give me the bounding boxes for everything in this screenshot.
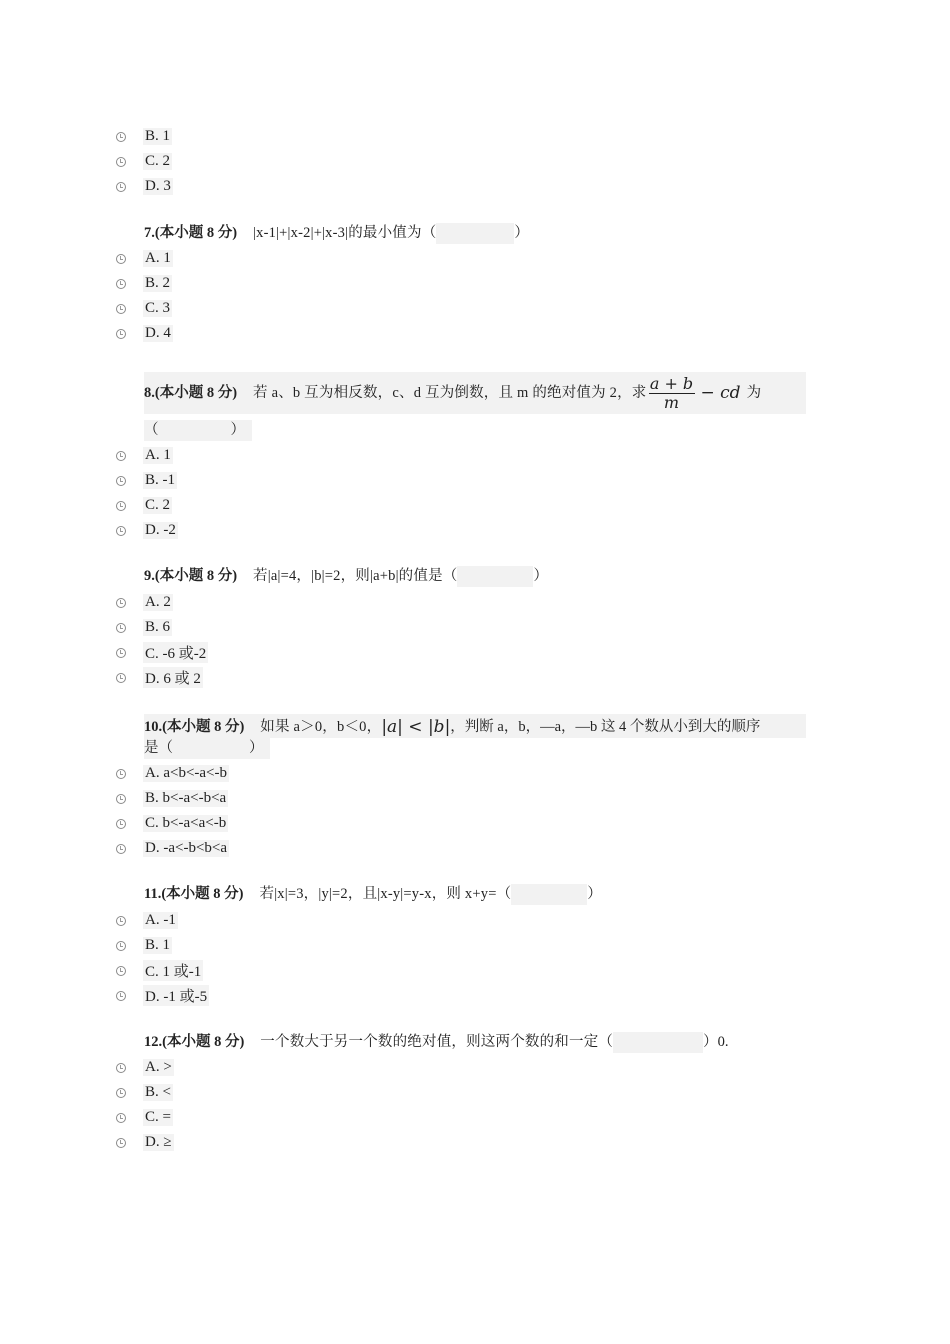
option-label: B. 2 [145, 274, 171, 291]
q8-open: （ [144, 422, 159, 438]
option-label: C. 2 [145, 152, 171, 169]
q7-option-b[interactable] [116, 272, 172, 294]
radio-icon[interactable] [116, 329, 126, 339]
option-label: B. 1 [145, 936, 171, 953]
q11-close: ） [587, 886, 602, 902]
q10-line2 [144, 738, 270, 759]
q12-number: 12. [144, 1034, 163, 1050]
q8-close: ） [230, 422, 245, 438]
radio-icon[interactable] [116, 648, 126, 658]
q9-option-d[interactable] [116, 666, 203, 688]
q8-fraction-numerator: a + b [649, 373, 694, 393]
radio-icon[interactable] [116, 1063, 126, 1073]
radio-icon[interactable] [116, 598, 126, 608]
radio-icon[interactable] [116, 526, 126, 536]
q9-close: ） [533, 568, 548, 584]
q7-score: (本小题 8 分) [154, 225, 238, 241]
q10-line2-open: 是（ [144, 740, 173, 756]
q9-option-c[interactable] [116, 641, 208, 663]
option-label: A. -1 [145, 911, 176, 928]
radio-icon[interactable] [116, 794, 126, 804]
q12-close: ）0. [703, 1034, 729, 1050]
radio-icon[interactable] [116, 1138, 126, 1148]
q8-number: 8. [144, 384, 155, 401]
q11-option-c[interactable] [116, 959, 203, 981]
option-label: D. -2 [145, 521, 176, 538]
q8-line2 [144, 420, 252, 441]
q11-option-d[interactable] [116, 984, 209, 1006]
q7-number: 7. [144, 225, 155, 241]
q9-stem: 若|a|=4，|b|=2，则|a+b|的值是（ [253, 568, 458, 584]
q12-option-a[interactable] [116, 1056, 174, 1078]
q10-score: (本小题 8 分) [162, 718, 245, 735]
q8-option-b[interactable] [116, 469, 177, 491]
option-label: C. b<-a<a<-b [145, 814, 227, 831]
q10-close: ） [249, 740, 264, 756]
option-label: C. 3 [145, 299, 171, 316]
option-label: D. 4 [145, 324, 171, 341]
q10-option-d[interactable] [116, 837, 229, 859]
q11-stem: 若|x|=3，|y|=2，且|x-y|=y-x，则 x+y=（ [259, 886, 512, 902]
option-label: D. 6 或 2 [143, 667, 203, 688]
q8-fraction [649, 375, 695, 412]
q8-fraction-denominator: m [663, 392, 680, 412]
q7-option-c[interactable] [116, 297, 172, 319]
q8-option-a[interactable] [116, 444, 173, 466]
option-label: C. 2 [145, 496, 171, 513]
radio-icon[interactable] [116, 991, 126, 1001]
radio-icon[interactable] [116, 182, 126, 192]
radio-icon[interactable] [116, 941, 126, 951]
radio-icon[interactable] [116, 132, 126, 142]
q11-option-b[interactable] [116, 934, 172, 956]
q11-score: (本小题 8 分) [161, 886, 244, 902]
q8-score: (本小题 8 分) [154, 384, 238, 401]
option-label: B. 1 [145, 127, 171, 144]
q10-option-c[interactable] [116, 812, 228, 834]
q9-score: (本小题 8 分) [154, 568, 238, 584]
option-label: A. 1 [145, 446, 171, 463]
q12-option-b[interactable] [116, 1081, 173, 1103]
radio-icon[interactable] [116, 916, 126, 926]
radio-icon[interactable] [116, 623, 126, 633]
option-label: A. > [145, 1058, 172, 1075]
q8-stem: 若 a、b 互为相反数，c、d 互为倒数，且 m 的绝对值为 2，求 [253, 384, 647, 401]
option-label: C. 1 或-1 [143, 960, 203, 981]
q10-number: 10. [144, 718, 163, 735]
q11-number: 11. [144, 886, 162, 902]
q12-question [144, 1032, 728, 1053]
option-label: A. 2 [145, 593, 171, 610]
q7-stem: |x-1|+|x-2|+|x-3|的最小值为（ [253, 225, 437, 241]
q7-option-d[interactable] [116, 322, 173, 344]
q6-option-d[interactable] [116, 175, 173, 197]
q9-option-b[interactable] [116, 616, 172, 638]
q9-number: 9. [144, 568, 155, 584]
q7-option-a[interactable] [116, 247, 173, 269]
option-label: D. -a<-b<b<a [145, 839, 228, 856]
q10-tail: ，判断 a，b，—a，—b 这 4 个数从小到大的顺序 [450, 718, 761, 735]
q10-math: |a| < |b| [381, 716, 451, 737]
option-label: A. a<b<-a<-b [145, 764, 228, 781]
radio-icon[interactable] [116, 844, 126, 854]
radio-icon[interactable] [116, 1113, 126, 1123]
radio-icon[interactable] [116, 673, 126, 683]
option-label: C. = [145, 1108, 171, 1125]
q6-option-c[interactable] [116, 150, 172, 172]
radio-icon[interactable] [116, 966, 126, 976]
radio-icon[interactable] [116, 1088, 126, 1098]
q10-question [144, 714, 806, 740]
option-label: B. -1 [145, 471, 175, 488]
radio-icon[interactable] [116, 769, 126, 779]
q10-option-a[interactable] [116, 762, 229, 784]
radio-icon[interactable] [116, 819, 126, 829]
q8-question [144, 370, 806, 416]
radio-icon[interactable] [116, 451, 126, 461]
q8-tail: 为 [746, 384, 762, 401]
option-label: B. < [145, 1083, 171, 1100]
q9-question [144, 566, 548, 587]
radio-icon[interactable] [116, 254, 126, 264]
option-label: A. 1 [145, 249, 171, 266]
option-label: B. 6 [145, 618, 171, 635]
q11-question [144, 884, 602, 905]
q9-option-a[interactable] [116, 591, 173, 613]
radio-icon[interactable] [116, 476, 126, 486]
radio-icon[interactable] [116, 304, 126, 314]
q11-option-a[interactable] [116, 909, 178, 931]
q12-score: (本小题 8 分) [162, 1034, 245, 1050]
q12-stem: 一个数大于另一个数的绝对值，则这两个数的和一定（ [260, 1034, 614, 1050]
radio-icon[interactable] [116, 279, 126, 289]
q8-option-c[interactable] [116, 494, 172, 516]
q6-option-b[interactable] [116, 125, 172, 147]
q12-option-c[interactable] [116, 1106, 173, 1128]
option-label: C. -6 或-2 [143, 642, 208, 663]
option-label: D. ≥ [145, 1133, 172, 1150]
q10-option-b[interactable] [116, 787, 228, 809]
q7-question [144, 223, 529, 244]
q7-close: ） [514, 225, 529, 241]
q10-stem: 如果 a＞0，b＜0， [260, 718, 382, 735]
q8-option-d[interactable] [116, 519, 178, 541]
q8-fraction-tail: − cd [700, 382, 741, 403]
option-label: D. 3 [145, 177, 171, 194]
q12-option-d[interactable] [116, 1131, 174, 1153]
option-label: B. b<-a<-b<a [145, 789, 227, 806]
option-label: D. -1 或-5 [143, 985, 209, 1006]
radio-icon[interactable] [116, 157, 126, 167]
radio-icon[interactable] [116, 501, 126, 511]
